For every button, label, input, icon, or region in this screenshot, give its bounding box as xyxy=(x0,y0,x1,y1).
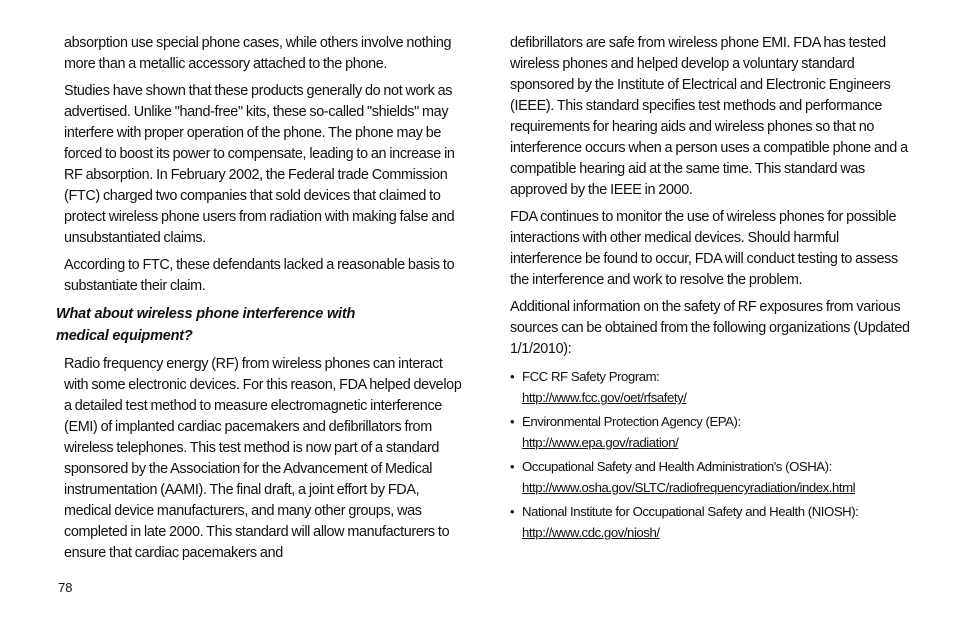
resource-label: Environmental Protection Agency (EPA): xyxy=(522,414,741,429)
resource-list-item xyxy=(510,501,910,543)
paragraph: Radio frequency energy (RF) from wireless phones can interact with some electronic devices. For this reason, FDA helped develop a detailed test method to measure electromagnetic interference (EMI) of implanted cardiac pacemakers and defibrillators from wireless telephones. This test method is now part of a standard sponsored by the Association for the Advancement of Medical instrumentation (AAMI). The final draft, a joint effort by FDA, medical device manufacturers, and many other groups, was completed in late 2000. This standard will allow manufacturers to ensure that cardiac pacemakers and xyxy=(64,356,462,561)
resource-list-item xyxy=(510,366,910,408)
paragraph: absorption use special phone cases, while others involve nothing more than a metallic accessory attached to the phone. xyxy=(64,35,452,72)
left-column xyxy=(56,33,464,570)
resource-label: FCC RF Safety Program: xyxy=(522,369,660,384)
bullet: • xyxy=(510,504,515,519)
paragraph: According to FTC, these defendants lacked a reasonable basis to substantiate their claim. xyxy=(64,257,455,294)
bullet: • xyxy=(510,414,515,429)
resource-label: Occupational Safety and Health Administration's (OSHA): xyxy=(522,459,832,474)
bullet: • xyxy=(510,369,515,384)
section-heading-line: What about wireless phone interference with xyxy=(56,306,356,322)
resource-label: National Institute for Occupational Safety and Health (NIOSH): xyxy=(522,504,859,519)
resource-link[interactable]: http://www.cdc.gov/niosh/ xyxy=(522,525,660,540)
paragraph: defibrillators are safe from wireless phone EMI. FDA has tested wireless phones and helped develop a voluntary standard sponsored by the Institute of Electrical and Electronic Engineers (IEEE). This standard specifies test methods and performance requirements for hearing aids and wireless phones so that no interference occurs when a person uses a compatible phone and a compatible hearing aid at the same time. This standard was approved by the IEEE in 2000. xyxy=(510,35,908,198)
paragraph: Additional information on the safety of RF exposures from various sources can be obtained from the following organizations (Updated 1/1/2010): xyxy=(510,299,910,357)
paragraph: Studies have shown that these products generally do not work as advertised. Unlike "hand-free" kits, these so-called "shields" may interfere with proper operation of the phone. The phone may be forced to boost its power to compensate, leading to an increase in RF absorption. In February 2002, the Federal trade Commission (FTC) charged two companies that sold devices that claimed to protect wireless phone users from radiation with making false and unsubstantiated claims. xyxy=(64,83,455,246)
resource-link[interactable]: http://www.fcc.gov/oet/rfsafety/ xyxy=(522,390,687,405)
resource-list xyxy=(510,366,910,543)
resource-list-item xyxy=(510,411,910,453)
paragraph: FDA continues to monitor the use of wireless phones for possible interactions with other medical devices. Should harmful interference be found to occur, FDA will conduct testing to assess the interference and work to resolve the problem. xyxy=(510,209,898,288)
right-column xyxy=(510,33,910,546)
page-number: 78 xyxy=(58,580,73,595)
resource-list-item xyxy=(510,456,910,498)
section-heading-line: medical equipment? xyxy=(56,328,193,344)
section-heading xyxy=(56,303,464,347)
resource-link[interactable]: http://www.epa.gov/radiation/ xyxy=(522,435,679,450)
bullet: • xyxy=(510,459,515,474)
resource-link[interactable]: http://www.osha.gov/SLTC/radiofrequencyradiation/index.html xyxy=(522,480,856,495)
